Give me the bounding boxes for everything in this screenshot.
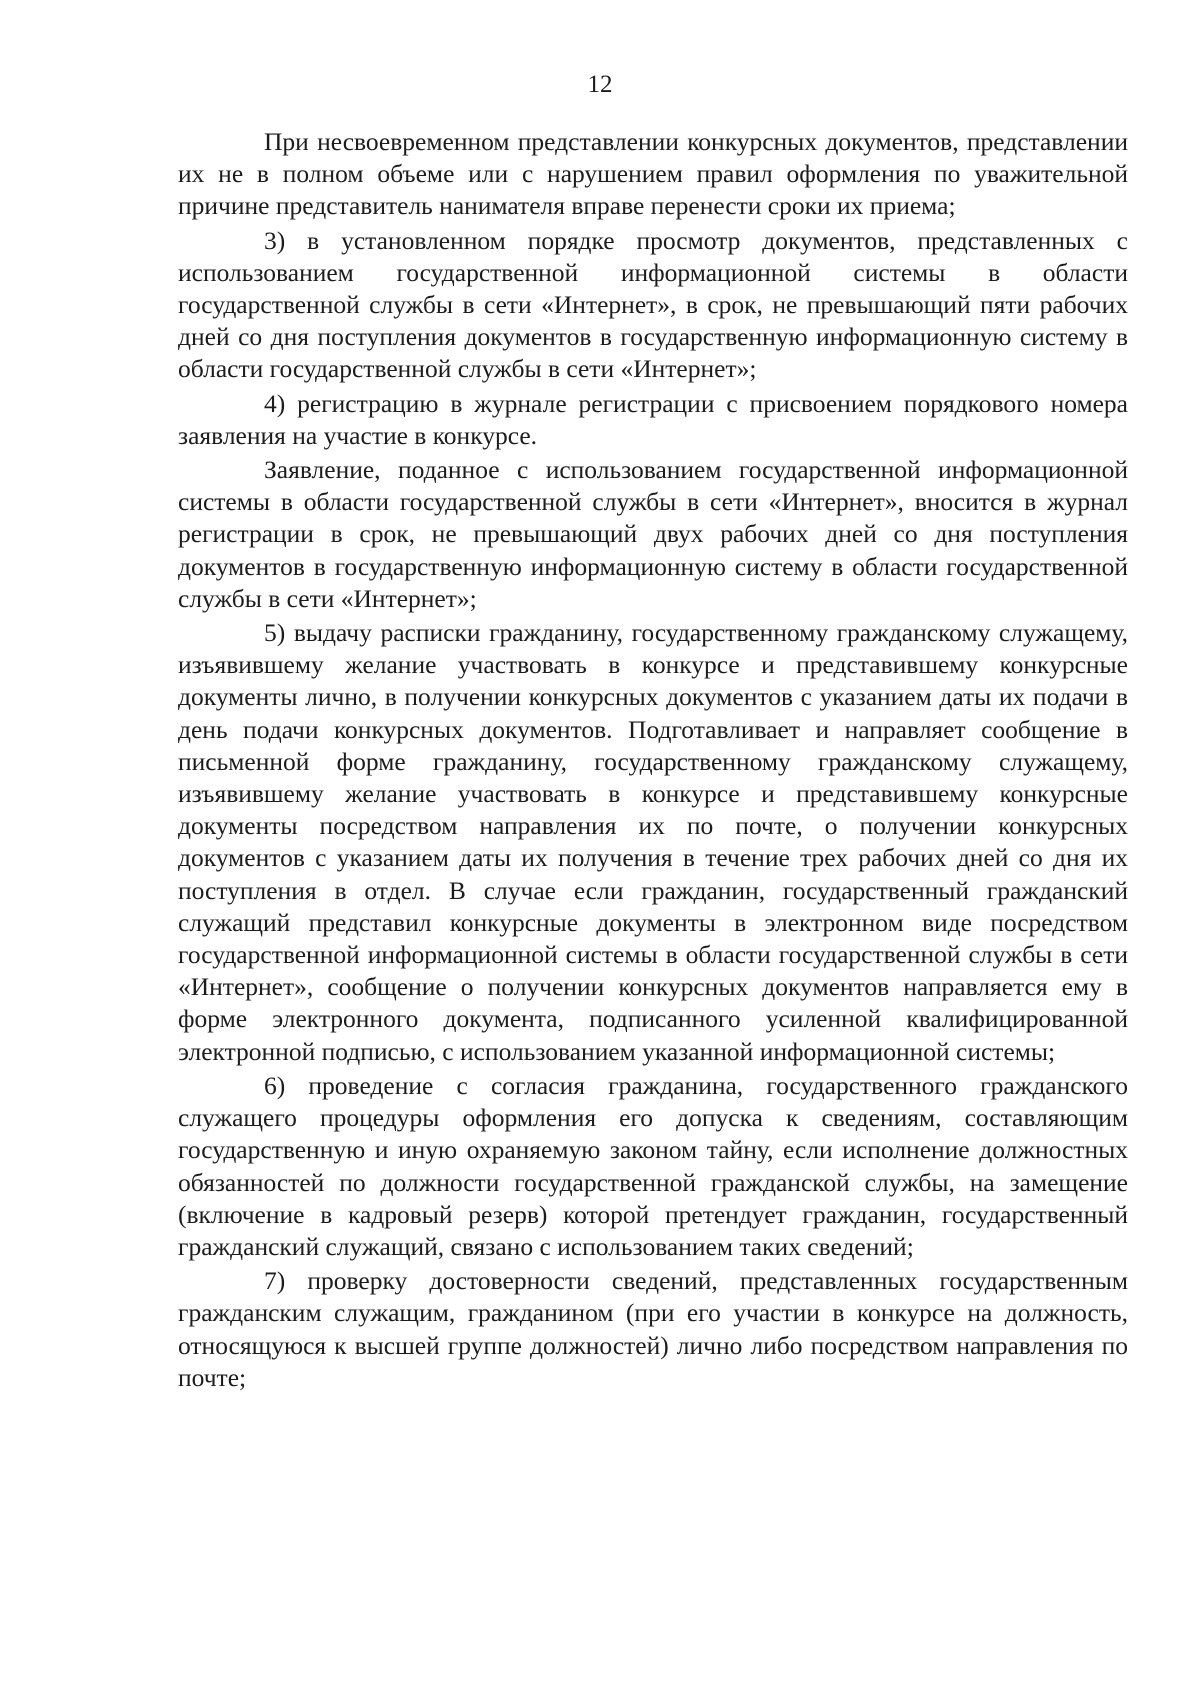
paragraph-application-registration: Заявление, поданное с использованием государственной информационной системы в области государственной службы в сети «Интернет», вносится в журнал регистрации в срок, не превышающий двух рабочих дней со дня поступления документов в государственную информационную систему в области государственной службы в сети «Интернет»; [178, 455, 1128, 613]
document-body [178, 126, 1128, 1396]
paragraph-item-5-receipt: 5) выдачу расписки гражданину, государственному гражданскому служащему, изъявившему желание участвовать в конкурсе и представившему конкурсные документы лично, в получении конкурсных документов с указанием даты их подачи в день подачи конкурсных документов. Подготавливает и направляет сообщение в письменной форме гражданину, государственному гражданскому служащему, изъявившему желание участвовать в конкурсе и представившему конкурсные документы посредством направления их по почте, о получении конкурсных документов с указанием даты их получения в течение трех рабочих дней со дня их поступления в отдел. В случае если гражданин, государственный гражданский служащий представил конкурсные документы в электронном виде посредством государственной информационной системы в области государственной службы в сети «Интернет», сообщение о получении конкурсных документов направляется ему в форме электронного документа, подписанного усиленной квалифицированной электронной подписью, с использованием указанной информационной системы; [178, 618, 1128, 1066]
paragraph-item-4-registration: 4) регистрацию в журнале регистрации с присвоением порядкового номера заявления на участие в конкурсе. [178, 388, 1128, 450]
paragraph-item-7-verification: 7) проверку достоверности сведений, представленных государственным гражданским служащим, гражданином (при его участии в конкурсе на должность, относящуюся к высшей группе должностей) лично либо посредством направления по почте; [178, 1266, 1128, 1392]
paragraph-deadline-postponement: При несвоевременном представлении конкурсных документов, представлении их не в полном объеме или с нарушением правил оформления по уважительной причине представитель нанимателя вправе перенести сроки их приема; [178, 127, 1128, 221]
paragraph-item-3-document-review: 3) в установленном порядке просмотр документов, представленных с использованием государственной информационной системы в области государственной службы в сети «Интернет», в срок, не превышающий пяти рабочих дней со дня поступления документов в государственную информационную систему в области государственной службы в сети «Интернет»; [178, 225, 1128, 384]
paragraph-item-6-clearance: 6) проведение с согласия гражданина, государственного гражданского служащего процедуры оформления его допуска к сведениям, составляющим государственную и иную охраняемую законом тайну, если исполнение должностных обязанностей по должности государственной гражданской службы, на замещение (включение в кадровый резерв) которой претендует гражданин, государственный гражданский служащий, связано с использованием таких сведений; [178, 1070, 1128, 1261]
page-number: 12 [587, 71, 613, 98]
